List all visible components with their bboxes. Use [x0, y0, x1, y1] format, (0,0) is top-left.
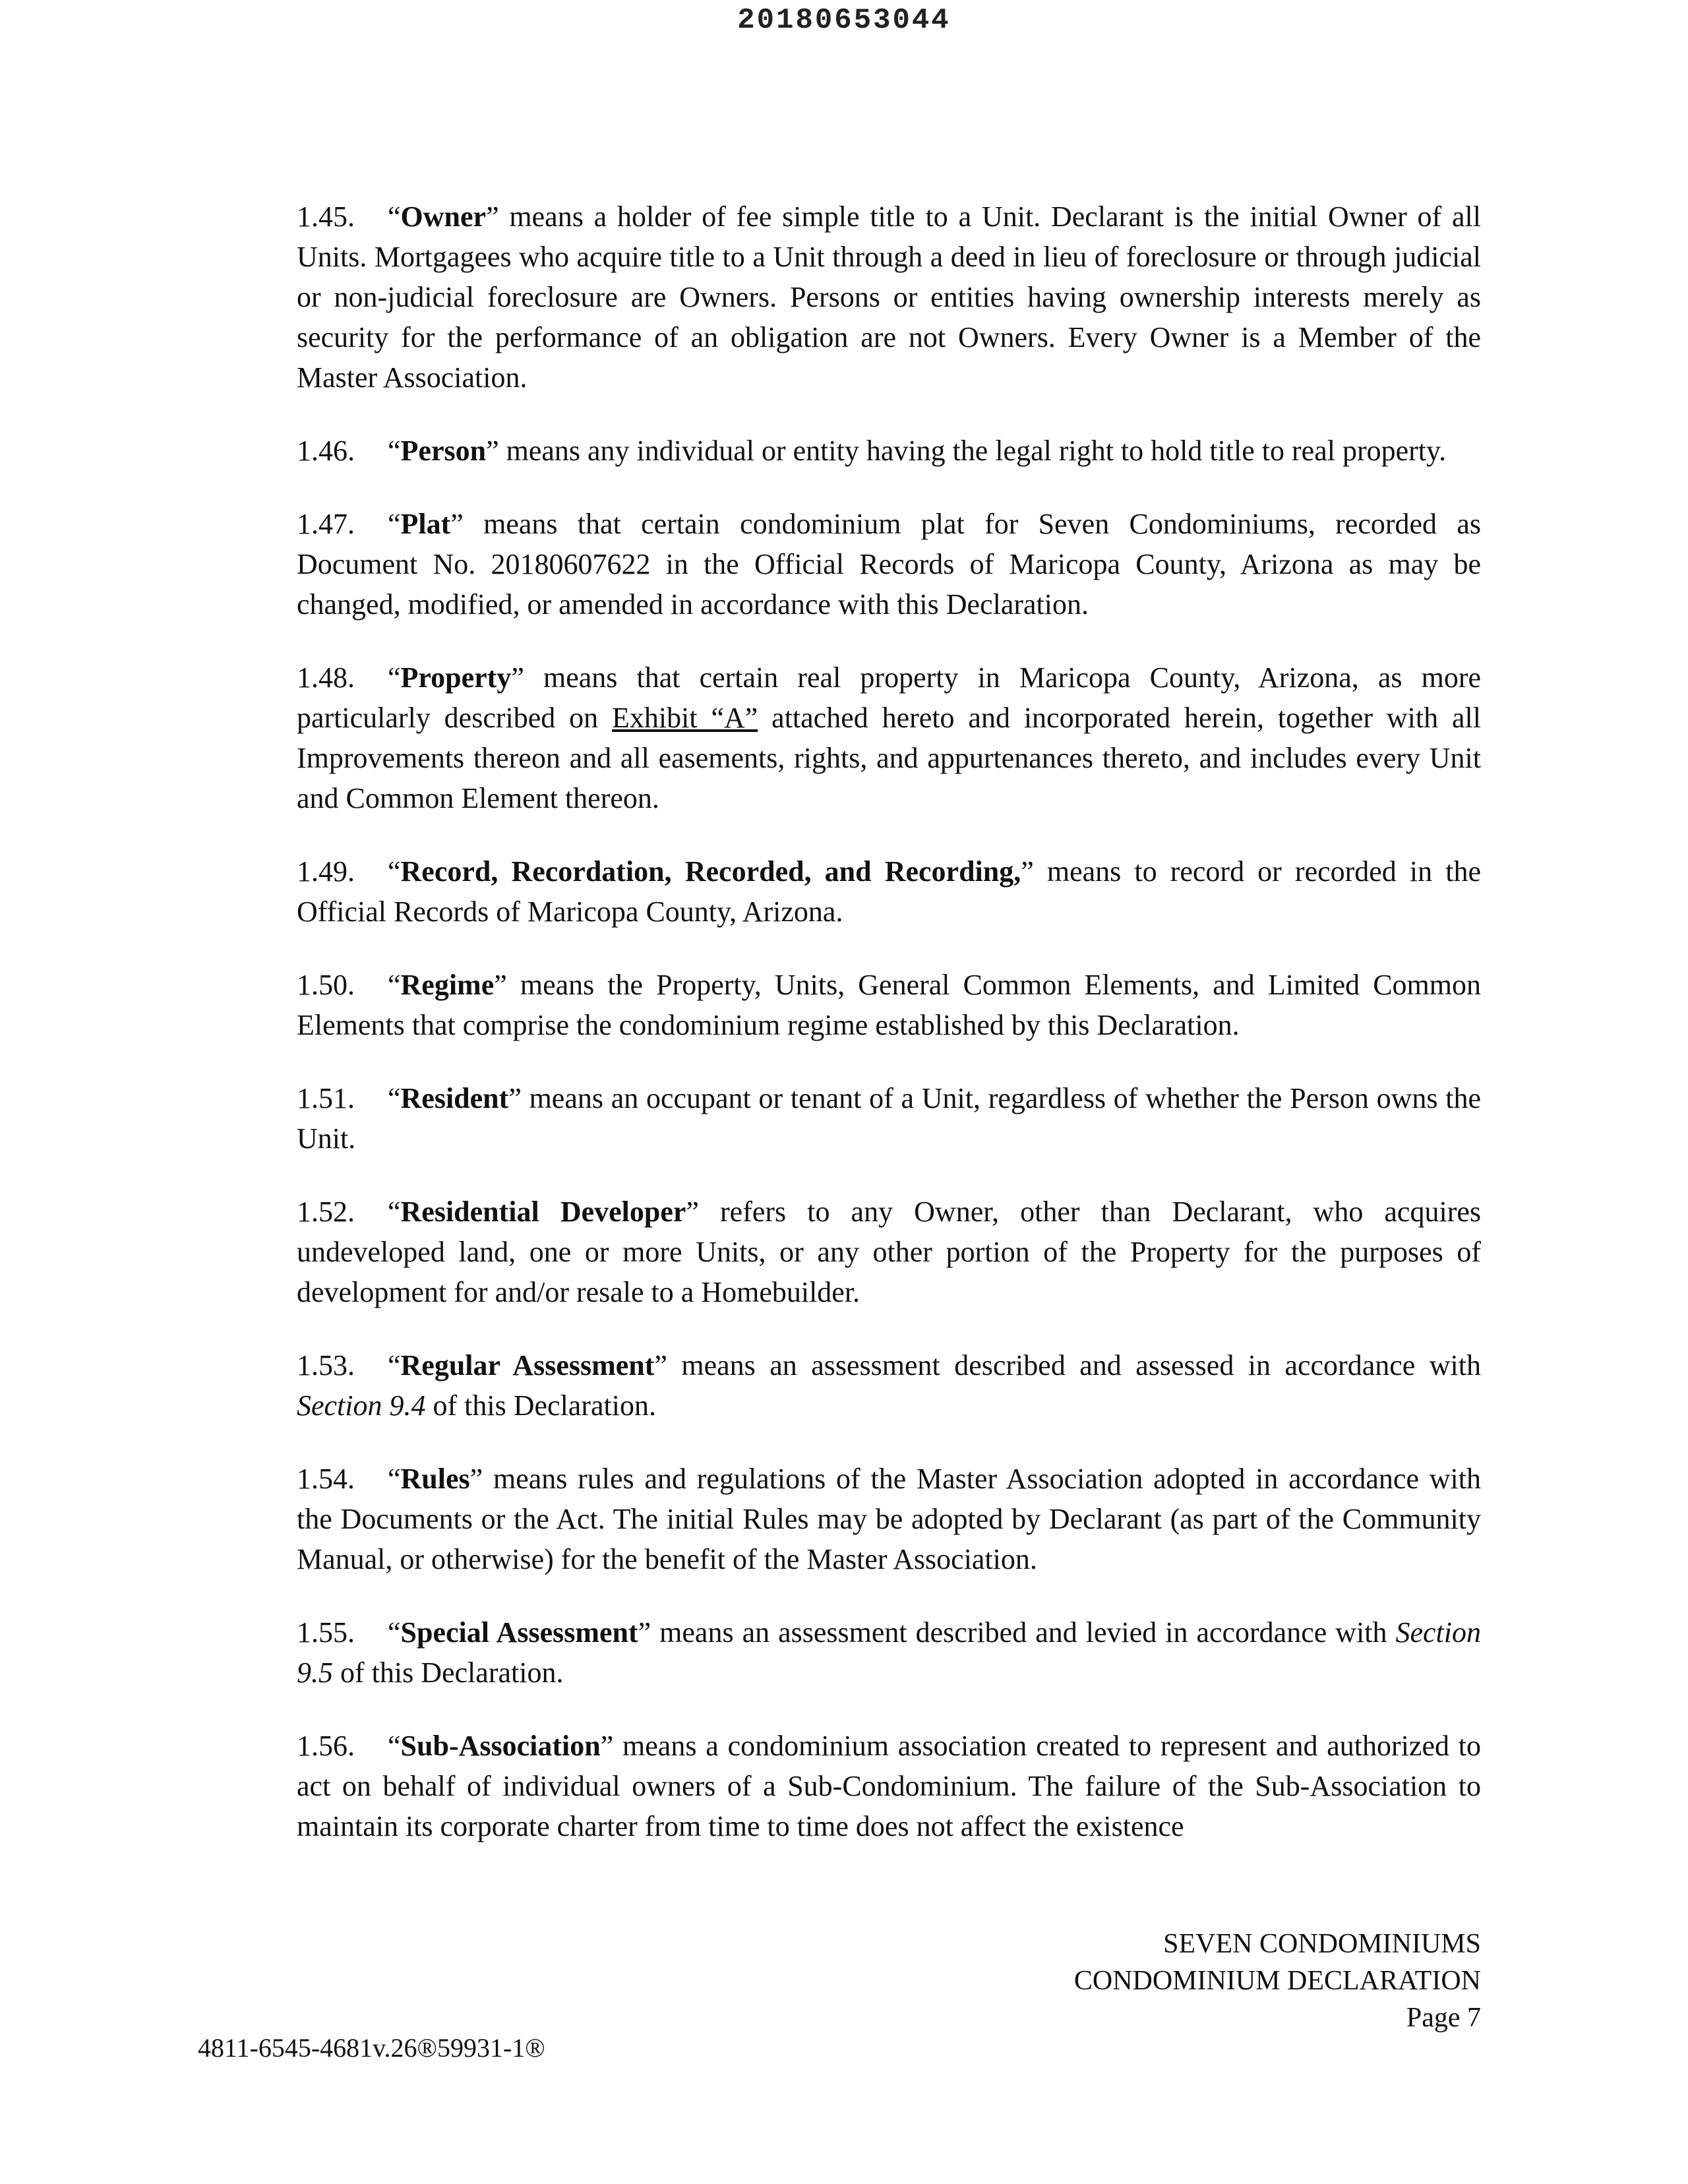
- definition-text: means an assessment described and assessed in accordance with: [667, 1349, 1481, 1381]
- section-number: 1.53.: [297, 1349, 355, 1381]
- definition-text: means to record or recorded in the Official Records of Maricopa County, Arizona.: [297, 855, 1481, 928]
- defined-term: Person: [400, 435, 487, 467]
- defined-term: Record, Recordation, Recorded, and Recording,: [400, 855, 1021, 888]
- definition-text: means rules and regulations of the Master Association adopted in accordance with the Documents or the Act. The initial Rules may be adopted by Declarant (as part of the Community Manual, or otherwise) for the benefit of the Master Association.: [297, 1463, 1481, 1575]
- definition-text: means an occupant or tenant of a Unit, regardless of whether the Person owns the Unit.: [297, 1082, 1481, 1155]
- section-reference: Section 9.5: [297, 1616, 1481, 1689]
- definition-text: means a condominium association created to represent and authorized to act on behalf of individual owners of a Sub-Condominium. The failure of the Sub-Association to maintain its corporate charter from time to time does not affect the existence: [297, 1730, 1481, 1842]
- definition-text: means any individual or entity having the legal right to hold title to real property.: [498, 435, 1447, 467]
- section-number: 1.51.: [297, 1082, 355, 1114]
- definition-1-49: 1.49. “Record, Recordation, Recorded, and Recording,” means to record or recorded in the Official Records of Maricopa County, Arizona.: [297, 855, 1481, 928]
- footer-document-title: CONDOMINIUM DECLARATION: [1073, 1966, 1481, 1996]
- defined-term: Residential Developer: [400, 1196, 686, 1228]
- definition-1-52: 1.52. “Residential Developer” refers to any Owner, other than Declarant, who acquires undeveloped land, one or more Units, or any other portion of the Property for the purposes of development for and/or resale to a Homebuilder.: [297, 1196, 1481, 1308]
- definition-1-50: 1.50. “Regime” means the Property, Units, General Common Elements, and Limited Common Elements that comprise the condominium regime established by this Declaration.: [297, 969, 1481, 1041]
- definition-1-53: 1.53. “Regular Assessment” means an assessment described and assessed in accordance with Section 9.4 of this Declaration.: [297, 1349, 1481, 1422]
- defined-term: Owner: [400, 200, 487, 233]
- footer-project-name: SEVEN CONDOMINIUMS: [1163, 1929, 1481, 1959]
- defined-term: Special Assessment: [400, 1616, 638, 1649]
- page-number: Page 7: [1406, 2003, 1481, 2033]
- section-number: 1.46.: [297, 435, 355, 467]
- section-number: 1.48.: [297, 661, 355, 694]
- definition-text: means the Property, Units, General Common Elements, and Limited Common Elements that comprise the condominium regime established by this Declaration.: [297, 969, 1481, 1041]
- defined-term: Regular Assessment: [400, 1349, 655, 1381]
- section-reference: Section 9.4: [297, 1389, 426, 1422]
- definition-text-continued: attached hereto and incorporated herein, together with all Improvements thereon and all easements, rights, and appurtenances thereto, and includes every Unit and Common Element thereon.: [297, 702, 1481, 814]
- definition-1-48: 1.48. “Property” means that certain real property in Maricopa County, Arizona, as more particularly described on Exhibit “A” attached hereto and incorporated herein, together with all Improvements thereon and all easements, rights, and appurtenances thereto, and includes every Unit and Common Element thereon.: [297, 661, 1481, 814]
- section-number: 1.54.: [297, 1463, 355, 1495]
- defined-term: Regime: [400, 969, 495, 1001]
- definition-1-54: 1.54. “Rules” means rules and regulations of the Master Association adopted in accordance with the Documents or the Act. The initial Rules may be adopted by Declarant (as part of the Community Manual, or otherwise) for the benefit of the Master Association.: [297, 1463, 1481, 1575]
- exhibit-a-reference: Exhibit “A”: [612, 702, 758, 734]
- defined-term: Property: [400, 661, 512, 694]
- section-number: 1.47.: [297, 508, 355, 540]
- definition-text: refers to any Owner, other than Declarant, who acquires undeveloped land, one or more Units, or any other portion of the Property for the purposes of development for and/or resale to a Homebuilder.: [297, 1196, 1481, 1308]
- definition-1-56: 1.56. “Sub-Association” means a condominium association created to represent and authorized to act on behalf of individual owners of a Sub-Condominium. The failure of the Sub-Association to maintain its corporate charter from time to time does not affect the existence: [297, 1730, 1481, 1842]
- definition-1-51: 1.51. “Resident” means an occupant or tenant of a Unit, regardless of whether the Person owns the Unit.: [297, 1082, 1481, 1155]
- section-number: 1.52.: [297, 1196, 355, 1228]
- document-body: [198, 197, 1481, 1846]
- section-number: 1.56.: [297, 1730, 355, 1762]
- definition-1-45: 1.45. “Owner” means a holder of fee simple title to a Unit. Declarant is the initial Owner of all Units. Mortgagees who acquire title to a Unit through a deed in lieu of foreclosure or through judicial or non-judicial foreclosure are Owners. Persons or entities having ownership interests merely as security for the performance of an obligation are not Owners. Every Owner is a Member of the Master Association.: [297, 200, 1481, 394]
- defined-term: Sub-Association: [400, 1730, 601, 1762]
- recording-number: 20180653044: [737, 4, 951, 37]
- definition-1-55: 1.55. “Special Assessment” means an assessment described and levied in accordance with Section 9.5 of this Declaration.: [297, 1616, 1481, 1689]
- defined-term: Plat: [400, 508, 451, 540]
- section-number: 1.45.: [297, 200, 355, 233]
- definition-1-47: 1.47. “Plat” means that certain condominium plat for Seven Condominiums, recorded as Document No. 20180607622 in the Official Records of Maricopa County, Arizona as may be changed, modified, or amended in accordance with this Declaration.: [297, 508, 1481, 621]
- defined-term: Resident: [400, 1082, 509, 1114]
- definition-text: means an assessment described and levied in accordance with: [651, 1616, 1396, 1649]
- section-number: 1.55.: [297, 1616, 355, 1649]
- document-id: 4811-6545-4681v.26®59931-1®: [198, 2033, 545, 2063]
- definition-text-continued: of this Declaration.: [333, 1656, 564, 1689]
- definition-text-continued: of this Declaration.: [425, 1389, 656, 1422]
- page-footer: [1074, 1926, 1481, 2036]
- definition-text: means that certain condominium plat for Seven Condominiums, recorded as Document No. 20180607622 in the Official Records of Maricopa County, Arizona as may be changed, modified, or amended in accordance with this Declaration.: [297, 508, 1481, 621]
- definition-1-46: 1.46. “Person” means any individual or entity having the legal right to hold title to real property.: [297, 435, 1447, 467]
- defined-term: Rules: [400, 1463, 470, 1495]
- definition-text: means a holder of fee simple title to a Unit. Declarant is the initial Owner of all Units. Mortgagees who acquire title to a Unit through a deed in lieu of foreclosure or through judicial or non-judicial foreclosure are Owners. Persons or entities having ownership interests merely as security for the performance of an obligation are not Owners. Every Owner is a Member of the Master Association.: [297, 200, 1481, 394]
- section-number: 1.49.: [297, 855, 355, 888]
- definition-text: means that certain real property in Maricopa County, Arizona, as more particularly described on: [297, 661, 1481, 734]
- section-number: 1.50.: [297, 969, 355, 1001]
